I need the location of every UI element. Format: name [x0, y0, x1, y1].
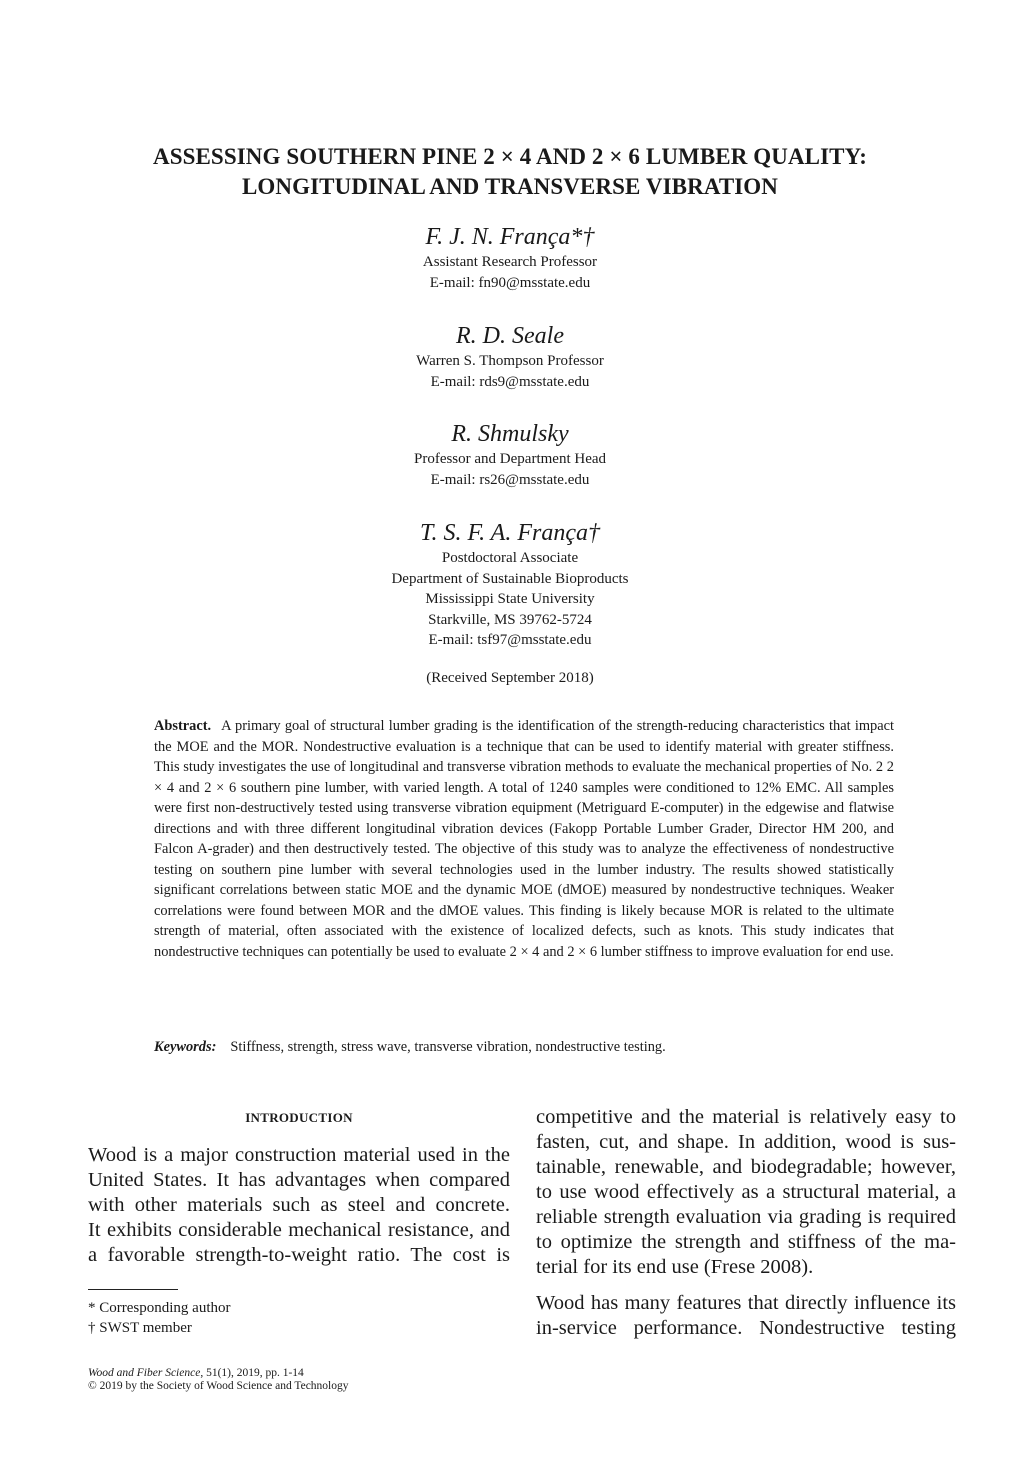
journal-citation: , 51(1), 2019, pp. 1-14	[200, 1367, 304, 1379]
abstract	[154, 716, 894, 962]
text-line: terial for its end use (Frese 2008).	[536, 1256, 814, 1278]
footnote-corresponding: * Corresponding author	[88, 1300, 231, 1316]
text-line: competitive and the material is relatively easy to	[536, 1106, 956, 1128]
footnotes	[88, 1299, 230, 1338]
author-block	[0, 518, 1020, 651]
text-line: reliable strength evaluation via grading is required	[536, 1206, 956, 1228]
keywords-label: Keywords:	[154, 1039, 217, 1055]
text-line: Wood is a major construction material used in the	[88, 1144, 510, 1166]
text-line: Wood has many features that directly influence its	[536, 1292, 956, 1314]
author-block	[0, 419, 1020, 490]
section-heading-introduction: INTRODUCTION	[245, 1110, 353, 1125]
author-affiliation: Assistant Research Professor	[422, 254, 598, 270]
intro-left-column	[88, 1143, 510, 1268]
text-line: fasten, cut, and shape. In addition, wood is sus-	[536, 1131, 956, 1153]
text-line: United States. It has advantages when compared	[88, 1169, 510, 1191]
keywords-text: Stiffness, strength, stress wave, transverse vibration, nondestructive testing.	[230, 1039, 666, 1055]
author-affiliation: Warren S. Thompson Professor	[416, 353, 604, 369]
author-email: E-mail: tsf97@msstate.edu	[428, 632, 592, 648]
author-department: Department of Sustainable Bioproducts	[391, 570, 629, 587]
author-name: R. D. Seale	[456, 323, 564, 349]
intro-right-column	[536, 1105, 956, 1280]
title-line-2: LONGITUDINAL AND TRANSVERSE VIBRATION	[241, 174, 779, 199]
journal-copyright: © 2019 by the Society of Wood Science and Technology	[88, 1380, 349, 1392]
author-block	[0, 321, 1020, 392]
text-line: to optimize the strength and stiffness of the ma-	[536, 1231, 956, 1253]
footnote-rule	[88, 1289, 178, 1290]
text-line: with other materials such as steel and concrete.	[88, 1194, 510, 1216]
text-line: tainable, renewable, and biodegradable; however,	[536, 1156, 956, 1178]
text-line: to use wood effectively as a structural material, a	[536, 1181, 956, 1203]
text-line: a favorable strength-to-weight ratio. The cost is	[88, 1244, 510, 1266]
author-affiliation: Postdoctoral Associate	[441, 550, 579, 566]
footnote-swst: † SWST member	[88, 1319, 192, 1336]
received-date: (Received September 2018)	[426, 670, 594, 686]
text-line: in-service performance. Nondestructive testing	[536, 1317, 956, 1339]
journal-info	[88, 1367, 349, 1393]
author-name: T. S. F. A. França†	[419, 520, 600, 546]
text-line: It exhibits considerable mechanical resistance, and	[88, 1219, 510, 1241]
intro-right-paragraph-2	[536, 1291, 956, 1341]
journal-name: Wood and Fiber Science	[88, 1367, 201, 1379]
paper-title	[40, 142, 980, 202]
author-university: Mississippi State University	[425, 591, 595, 607]
author-email: E-mail: fn90@msstate.edu	[429, 274, 591, 291]
keywords	[154, 1037, 894, 1057]
author-address: Starkville, MS 39762-5724	[428, 611, 592, 628]
author-name: R. Shmulsky	[451, 421, 569, 447]
author-affiliation: Professor and Department Head	[413, 451, 607, 467]
author-email: E-mail: rs26@msstate.edu	[430, 471, 590, 488]
abstract-label: Abstract.	[154, 718, 212, 734]
author-block	[0, 222, 1020, 293]
author-email: E-mail: rds9@msstate.edu	[430, 373, 590, 390]
title-line-1: ASSESSING SOUTHERN PINE 2 × 4 AND 2 × 6 LUMBER QUALITY:	[153, 144, 867, 169]
author-name: F. J. N. França*†	[425, 224, 595, 250]
abstract-text: A primary goal of structural lumber grading is the identification of the strength-reducing characteristics that impact the MOE and the MOR. Nondestructive evaluation is a technique that can be used to identify material with greater stiffness. This study investigates the use of longitudinal and transverse vibration methods to evaluate the mechanical properties of No. 2 2 × 4 and 2 × 6 southern pine lumber, with varied length. A total of 1240 samples were conditioned to 12% EMC. All samples were first non-destructively tested using transverse vibration equipment (Metriguard E-computer) in the edgewise and flatwise directions and with three different longitudinal vibration devices (Fakopp Portable Lumber Grader, Director HM 200, and Falcon A-grader) and then destructively tested. The objective of this study was to analyze the effectiveness of nondestructive testing on southern pine lumber with several technologies used in the lumber industry. The results showed statistically significant correlations between static MOE and the dynamic MOE (dMOE) measured by nondestructive techniques. Weaker correlations were found between MOR and the dMOE values. This finding is likely because MOR is related to the ultimate strength of material, often associated with the existence of localized defects, such as knots. This study indicates that nondestructive techniques can potentially be used to evaluate 2 × 4 and 2 × 6 lumber stiffness to improve evaluation for end use.	[154, 718, 894, 960]
